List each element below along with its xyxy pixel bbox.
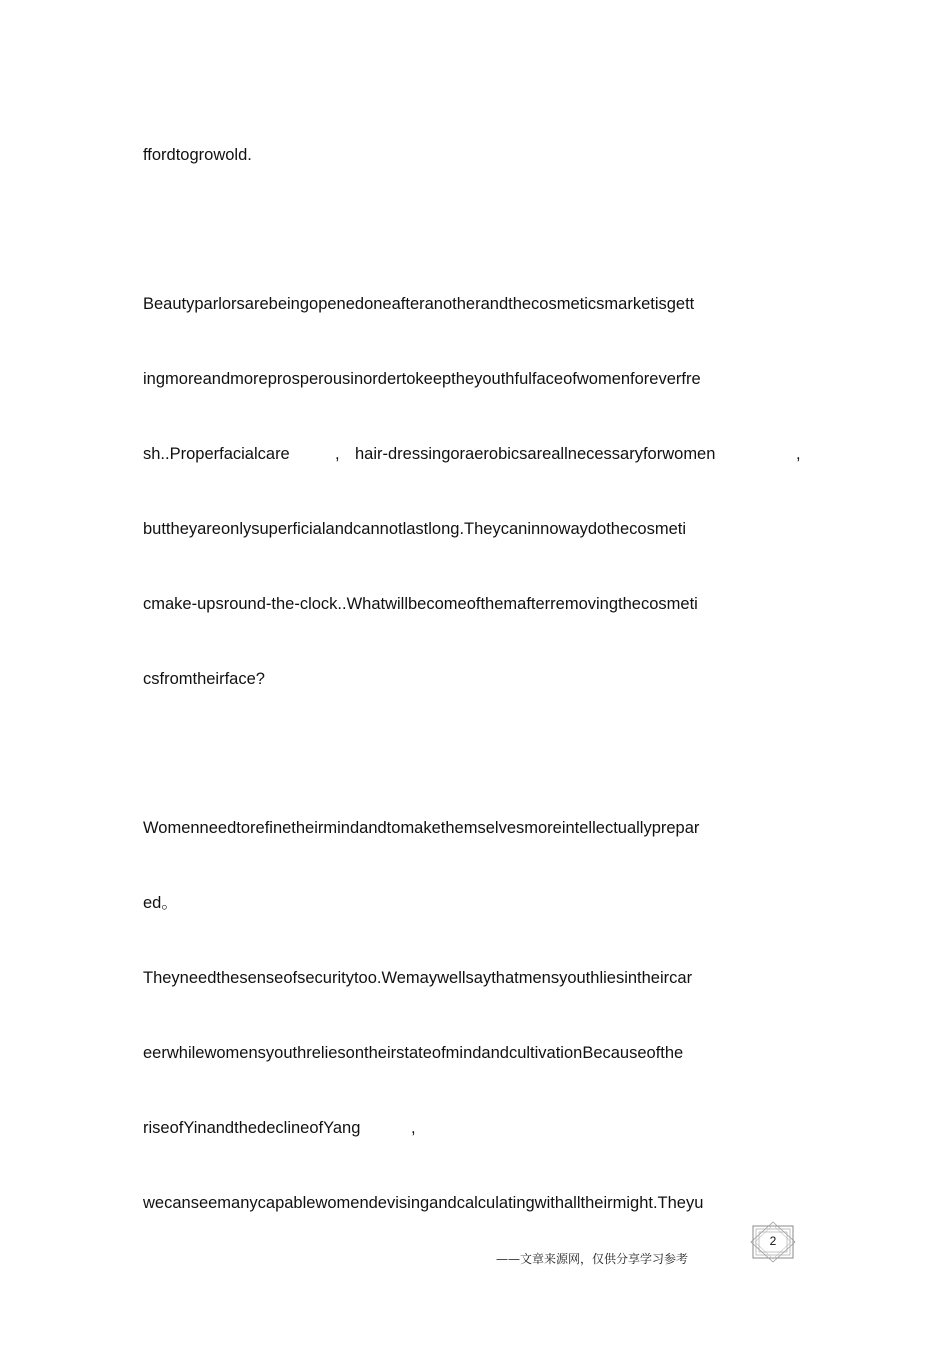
text-segment: sh..Properfacialcare: [143, 445, 290, 463]
text-line: eerwhilewomensyouthreliesontheirstateofmindandcultivationBecauseofthe: [143, 1044, 684, 1062]
text-segment: riseofYinandthedeclineofYang: [143, 1119, 361, 1137]
text-segment: hair-dressingoraerobicsareallnecessaryforwomen: [355, 445, 716, 463]
comma-mark: ,: [335, 445, 340, 463]
text-line: buttheyareonlysuperficialandcannotlastlong.Theycaninnowaydothecosmeti: [143, 520, 687, 538]
footer-source-note: ——文章来源网，仅供分享学习参考: [496, 1252, 689, 1266]
page-number: 2: [769, 1234, 777, 1248]
text-line: Womenneedtorefinetheirmindandtomakethemselvesmoreintellectuallyprepar: [143, 819, 700, 837]
comma-mark: ,: [796, 445, 801, 463]
text-line: Beautyparlorsarebeingopenedoneafteranotherandthecosmeticsmarketisgett: [143, 295, 695, 313]
text-line: wecanseemanycapablewomendevisingandcalculatingwithalltheirmight.Theyu: [143, 1194, 704, 1212]
text-line: Theyneedthesenseofsecuritytoo.Wemaywellsaythatmensyouthliesintheircar: [143, 969, 693, 987]
text-line: ed。: [143, 894, 178, 912]
comma-mark: ,: [411, 1119, 416, 1137]
text-line: ffordtogrowold.: [143, 146, 252, 164]
text-line: ingmoreandmoreprosperousinordertokeeptheyouthfulfaceofwomenforeverfre: [143, 370, 701, 388]
text-line: cmake-upsround-the-clock..Whatwillbecomeofthemafterremovingthecosmeti: [143, 595, 698, 613]
text-line: csfromtheirface?: [143, 670, 265, 688]
page-number-badge: [749, 1221, 797, 1263]
